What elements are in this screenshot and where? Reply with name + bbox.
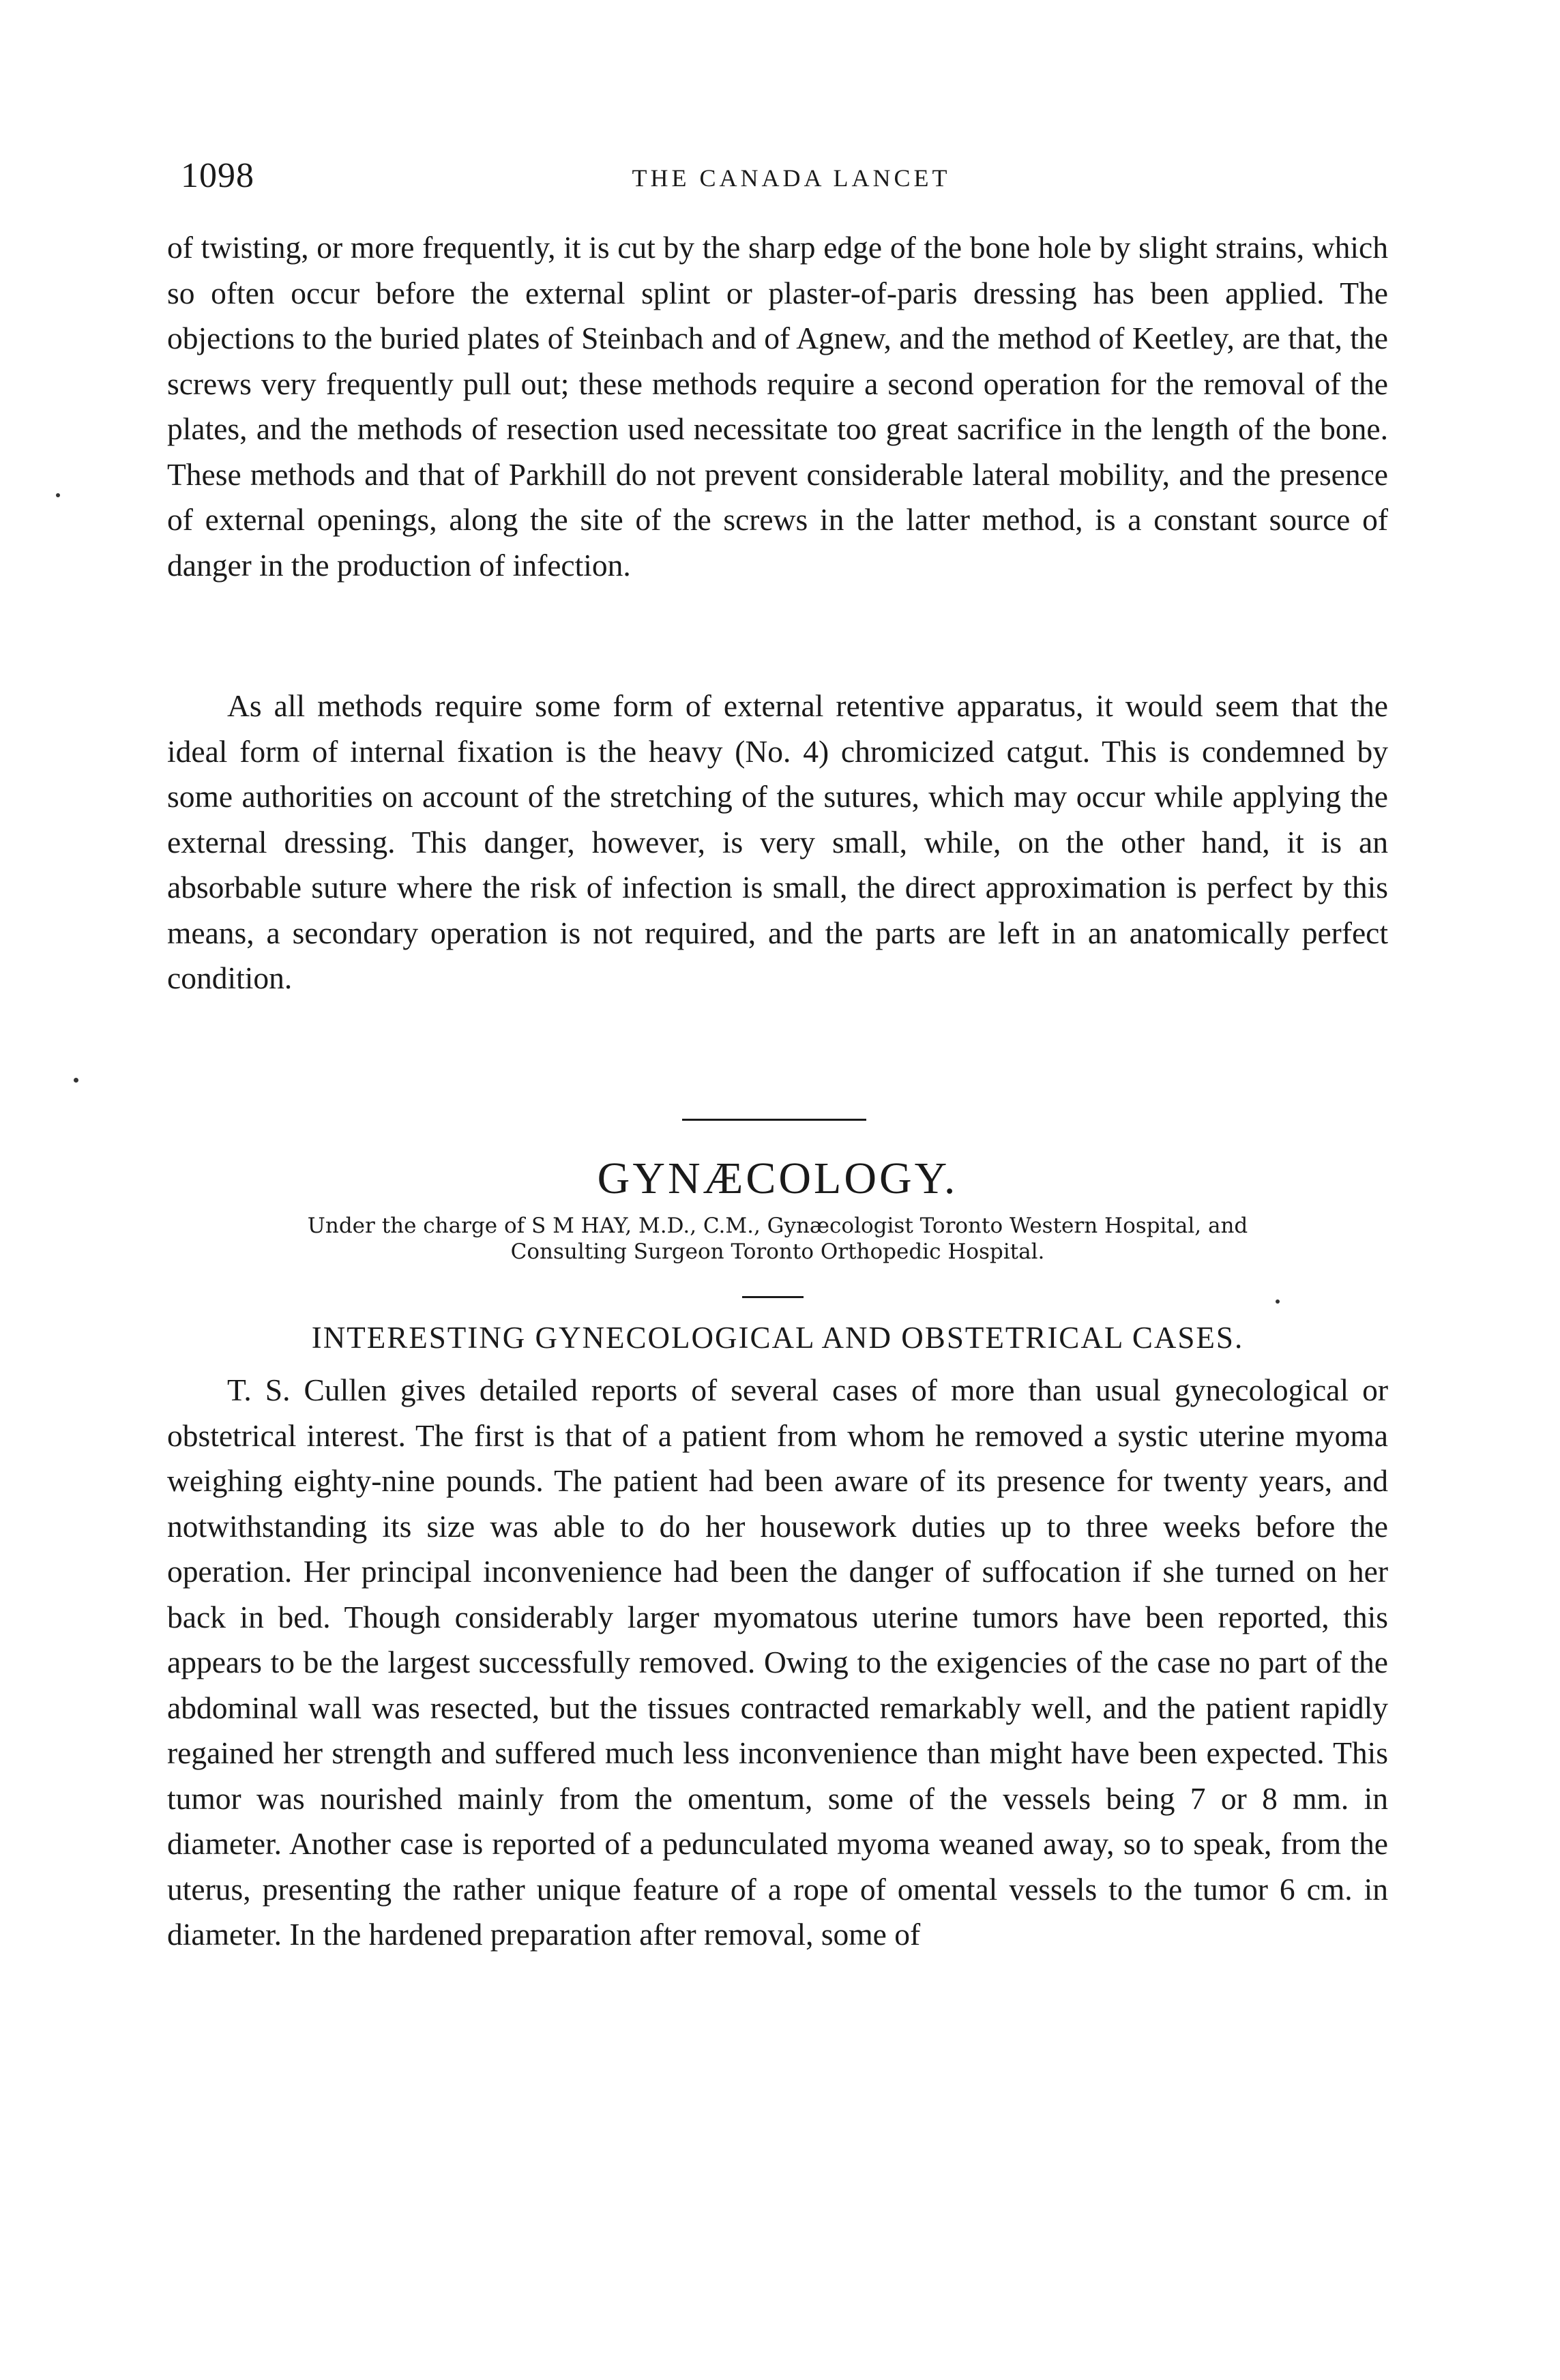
scan-speck (56, 493, 60, 497)
editor-note-line: Under the charge of S M HAY, M.D., C.M., Gynæcologist Toronto Western Hospital, and (307, 1214, 1248, 1238)
paragraph-text: of twisting, or more frequently, it is cut by the sharp edge of the bone hole by slight strains, which so often occur before the external splint or plaster-of-paris dressing has been applied. The objections to the buried plates of Steinbach and of Agnew, and the method of Keetley, are that, the screws very frequently pull out; these methods require a second operation for the removal of the plates, and the methods of resection used necessitate too great sacrifice in the length of the bone. These methods and that of Parkhill do not prevent considerable lateral mobility, and the presence of external openings, along the site of the screws in the latter method, is a constant source of danger in the production of infection. (167, 230, 1388, 583)
section-editor-note (167, 1213, 1388, 1265)
paragraph-text: T. S. Cullen gives detailed reports of several cases of more than usual gynecological or obstetrical interest. The first is that of a patient from whom he removed a systic uterine myoma weighing eighty-nine pounds. The patient had been aware of its presence for twenty years, and notwithstanding its size was able to do her housework duties up to three weeks before the operation. Her principal inconvenience had been the danger of suffocation if she turned on her back in bed. Though considerably larger myomatous uterine tumors have been reported, this appears to be the largest successfully removed. Owing to the exigencies of the case no part of the abdominal wall was resected, but the tissues contracted remarkably well, and the patient rapidly regained her strength and suffered much less inconvenience than might have been expected. This tumor was nourished mainly from the omentum, some of the vessels being 7 or 8 mm. in diameter. Another case is reported of a pedunculated myoma weaned away, so to speak, from the uterus, presenting the rather unique feature of a rope of omental vessels to the tumor 6 cm. in diameter. In the hardened preparation after removal, some of (167, 1372, 1388, 1952)
paragraph (167, 1368, 1388, 1958)
paragraph-text: As all methods require some form of external retentive apparatus, it would seem that the ideal form of internal fixation is the heavy (No. 4) chromicized catgut. This is condemned by some authorities on account of the stretching of the sutures, which may occur while applying the external dressing. This danger, however, is very small, while, on the other hand, it is an absorbable suture where the risk of infection is small, the direct approximation is perfect by this means, a secondary operation is not required, and the parts are left in an anatomically perfect condition. (167, 688, 1388, 995)
scan-speck (1276, 1299, 1280, 1304)
article-title: INTERESTING GYNECOLOGICAL AND OBSTETRICAL CASES. (311, 1321, 1244, 1355)
paragraph (167, 684, 1388, 1001)
paragraph-continued (167, 225, 1388, 588)
page-header (181, 156, 1402, 203)
section-divider (682, 1119, 866, 1121)
section-title: GYNÆCOLOGY. (597, 1154, 958, 1203)
editor-note-line: Consulting Surgeon Toronto Orthopedic Hospital. (510, 1239, 1045, 1264)
scan-speck (74, 1078, 78, 1083)
short-divider (742, 1296, 804, 1298)
running-head: THE CANADA LANCET (632, 164, 951, 192)
page-number: 1098 (181, 156, 254, 195)
